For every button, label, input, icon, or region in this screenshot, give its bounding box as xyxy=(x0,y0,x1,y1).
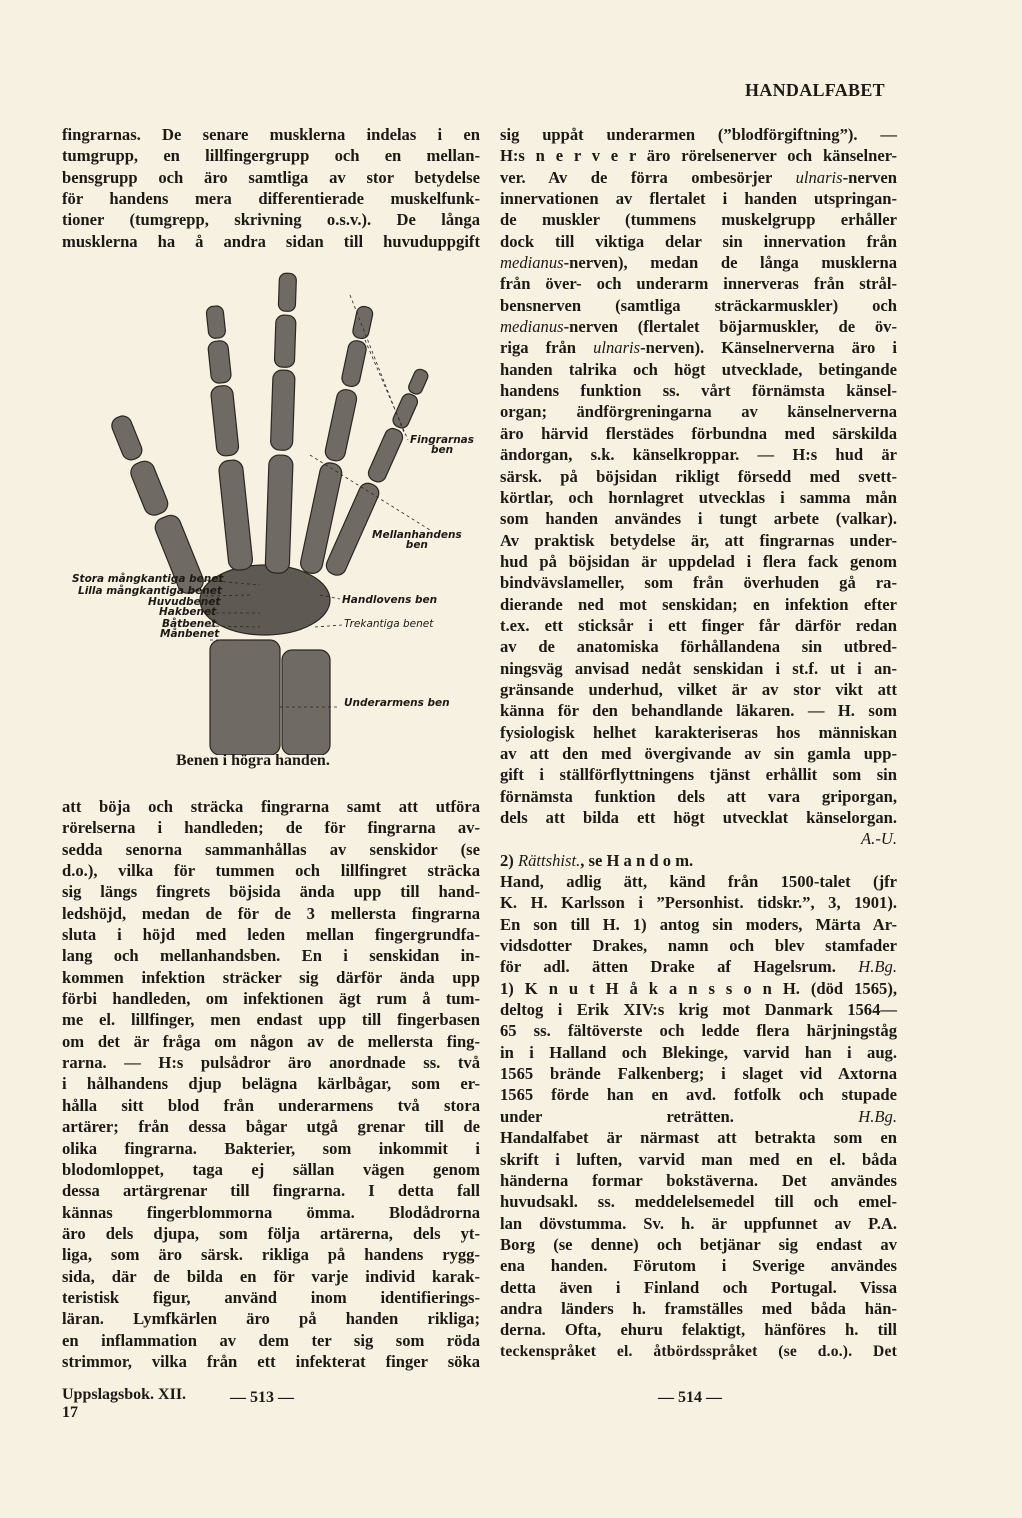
text-segment: , adlig ätt, känd från 1500-talet (jfr xyxy=(539,872,897,892)
text-line xyxy=(62,1287,480,1308)
text-segment: -nerven xyxy=(842,167,897,187)
text-line xyxy=(500,124,897,145)
text-segment: av de anatomiska förhållandena sin utbred- xyxy=(500,637,897,657)
text-line xyxy=(500,935,897,956)
thumb-bones xyxy=(109,410,206,597)
text-segment: blodomloppet, taga ej sällan vägen genom xyxy=(62,1159,480,1179)
text-segment: ena handen. Förutom i Sverige användes xyxy=(500,1256,897,1276)
label-huvudbenet: Huvudbenet xyxy=(148,596,221,608)
text-line xyxy=(500,786,897,807)
label-stora-mangkantiga: Stora mångkantiga benet xyxy=(72,573,224,585)
label-line: ben xyxy=(405,539,428,551)
text-segment: rörelserna i handleden; de för fingrarna av- xyxy=(62,818,480,838)
text-line xyxy=(62,1073,480,1094)
text-line xyxy=(62,1223,480,1244)
text-segment: , se H a n d o m. xyxy=(580,850,694,870)
text-segment: artärer; från dessa bågar utgå grenar till de xyxy=(62,1117,480,1137)
text-segment: fysiologisk helhet karakteriseras hos människan xyxy=(500,722,897,742)
text-segment: hud på böjsidan är uppdelad i flera fack genom xyxy=(500,551,897,571)
text-segment: andra länders h. framställes med båda hän- xyxy=(500,1298,897,1318)
text-segment: H:s n e r v e r äro rörelsenerver och känselner- xyxy=(500,146,897,166)
text-segment: ändorgan, s.k. känselkroppar. — H:s hud är xyxy=(500,445,897,465)
footer-sheet-number: 17 xyxy=(62,1404,78,1421)
text-segment: sida, där de bilda en för varje individ karak- xyxy=(62,1266,480,1286)
hand-skeleton-illustration xyxy=(60,255,480,755)
text-segment: in i Halland och Blekinge, varvid han i aug. xyxy=(500,1042,897,1062)
text-line xyxy=(62,817,480,838)
text-line xyxy=(62,945,480,966)
headword: Hand xyxy=(500,872,540,892)
italic-text: medianus xyxy=(500,317,564,337)
text-line xyxy=(62,167,480,188)
text-line xyxy=(62,860,480,881)
text-line xyxy=(500,188,897,209)
text-line xyxy=(500,466,897,487)
text-segment: handens funktion ss. vårt förnämsta känsel- xyxy=(500,381,897,401)
text-line xyxy=(500,209,897,230)
text-segment: innervationen av flertalet i handen utspringan- xyxy=(500,189,897,209)
text-segment: liga, som äro särsk. rikliga på handens rygg- xyxy=(62,1245,480,1265)
text-line xyxy=(62,1308,480,1329)
text-line xyxy=(62,881,480,902)
text-line xyxy=(62,1052,480,1073)
text-line xyxy=(500,572,897,593)
text-line xyxy=(500,764,897,785)
label-line: Fingrarnas xyxy=(410,434,475,446)
text-line xyxy=(500,252,897,273)
text-segment: som handen användes i tungt arbete (valkar). xyxy=(500,509,897,529)
text-line xyxy=(500,679,897,700)
text-segment: sig längs fingrets böjsida ända upp till hand- xyxy=(62,882,480,902)
text-segment: 2) xyxy=(500,850,518,870)
text-segment: fingrarnas. De senare musklerna indelas i en xyxy=(62,125,480,144)
text-line xyxy=(500,1106,897,1127)
text-segment: ver. Av de förra ombesörjer xyxy=(500,167,796,187)
text-segment: sedda senorna sammanhållas av senskidor (se xyxy=(62,839,480,859)
text-segment: Borg (se denne) och betjänar sig endast av xyxy=(500,1234,897,1254)
text-line xyxy=(500,871,897,892)
text-line xyxy=(500,1042,897,1063)
text-line xyxy=(500,273,897,294)
text-segment: är närmast att betrakta som en xyxy=(588,1128,897,1148)
text-line xyxy=(62,1095,480,1116)
text-segment: Av praktisk betydelse är, att fingrarnas under- xyxy=(500,530,897,550)
text-segment: bensgrupp och äro samtliga av stor betydelse xyxy=(62,167,480,187)
page-number-left: — 513 — xyxy=(230,1389,294,1406)
text-segment: 65 ss. fältöverste och ledde flera härjningståg xyxy=(500,1021,897,1041)
text-segment: för adl. ätten Drake af Hagelsrum. xyxy=(500,957,859,977)
text-line xyxy=(500,530,897,551)
text-segment: i hålhandens djup belägna kärlbågar, som er- xyxy=(62,1074,480,1094)
ulna-bone xyxy=(282,650,330,755)
text-line xyxy=(500,1319,897,1340)
text-line xyxy=(500,1020,897,1041)
text-line xyxy=(500,380,897,401)
text-segment: från över- och underarm innerveras från strål- xyxy=(500,274,897,294)
left-column-bottom-text xyxy=(62,796,480,1372)
text-line xyxy=(500,978,897,999)
text-line xyxy=(62,1116,480,1137)
text-line xyxy=(500,359,897,380)
italic-text: H.Bg. xyxy=(858,1106,897,1126)
text-line xyxy=(62,1031,480,1052)
text-segment: förbi handleden, om infektionen ägt rum å tum- xyxy=(62,989,480,1009)
text-segment: K. H. Karlsson i ”Personhist. tidskr.”, 3, 1901). xyxy=(500,893,897,913)
text-line xyxy=(500,551,897,572)
text-segment: tioner (tumgrepp, skrivning o.s.v.). De långa xyxy=(62,210,480,230)
text-segment: skrift i luften, varvid man med en el. båda xyxy=(500,1149,897,1169)
text-line xyxy=(62,1180,480,1201)
text-segment: sig uppåt underarmen (”blodförgiftning”). — xyxy=(500,125,897,144)
index-finger-bones xyxy=(202,305,254,571)
headword: Handalfabet xyxy=(500,1128,589,1148)
text-segment: -nerven (flertalet böjarmuskler, de öv- xyxy=(563,317,897,337)
text-line xyxy=(500,231,897,252)
text-segment: detta även i Finland och Portugal. Vissa xyxy=(500,1277,897,1297)
text-segment: händerna formar bokstäverna. Det användes xyxy=(500,1170,897,1190)
text-segment: dels att bilda ett högt utvecklat känselorgan. xyxy=(500,808,897,827)
label-manbenet: Månbenet xyxy=(160,628,220,640)
text-segment: lan dövstumma. Sv. h. är uppfunnet av P.A. xyxy=(500,1213,897,1233)
text-line xyxy=(62,967,480,988)
text-line xyxy=(500,401,897,422)
text-segment: under reträtten. xyxy=(500,1106,859,1126)
text-line xyxy=(62,231,480,252)
text-line xyxy=(62,1138,480,1159)
text-line xyxy=(500,1170,897,1191)
text-segment: läran. Lymfkärlen äro på handen rikliga; xyxy=(62,1309,480,1329)
text-segment: känna för den behandlande läkaren. — H. som xyxy=(500,701,897,721)
label-lilla-mangkantiga: Lilla mångkantiga benet xyxy=(78,585,222,597)
text-segment: 1565 brände Falkenberg; i slaget vid Axtorna xyxy=(500,1064,897,1084)
text-line xyxy=(500,892,897,913)
text-line xyxy=(500,444,897,465)
text-segment: bindvävslameller, som från överhuden gå ra- xyxy=(500,573,897,593)
left-column-top-text xyxy=(62,124,480,252)
text-segment: riga från xyxy=(500,338,594,358)
text-line xyxy=(62,839,480,860)
label-line: ben xyxy=(430,444,454,456)
text-line xyxy=(500,700,897,721)
text-line xyxy=(62,1330,480,1351)
text-segment: rarna. — H:s pulsådror äro anordnade ss. två xyxy=(62,1053,480,1073)
text-segment: gränsande underhud, vilket är av stor vikt att xyxy=(500,679,897,699)
text-line xyxy=(500,487,897,508)
text-line xyxy=(500,636,897,657)
text-segment: av att den med övergivande av sin gamla upp- xyxy=(500,743,897,763)
text-line xyxy=(62,988,480,1009)
text-segment: strimmor, vilka från ett infekterat finger söka xyxy=(62,1351,480,1371)
text-line xyxy=(500,1213,897,1234)
footer-book-title: Uppslagsbok. XII. xyxy=(62,1386,187,1403)
text-segment: me el. lillfinger, men endast upp till fingerbasen xyxy=(62,1010,480,1030)
text-line xyxy=(62,1266,480,1287)
text-line xyxy=(500,316,897,337)
text-line xyxy=(62,1244,480,1265)
label-hakbenet: Hakbenet xyxy=(159,606,217,618)
text-segment: sluta i höjd med leden mellan fingergrundfa- xyxy=(62,925,480,945)
text-segment: för handens mera differentierade muskelfunk- xyxy=(62,189,480,209)
text-line xyxy=(500,828,897,849)
text-segment: En son till H. 1) antog sin moders, Märta Ar- xyxy=(500,914,897,934)
text-line xyxy=(500,167,897,188)
text-line xyxy=(500,508,897,529)
text-segment: tumgrupp, en lillfingergrupp och en mellan- xyxy=(62,146,480,166)
text-line xyxy=(500,337,897,358)
text-line xyxy=(500,1341,897,1362)
text-line xyxy=(500,1191,897,1212)
italic-text: medianus xyxy=(500,253,564,273)
text-line xyxy=(500,956,897,977)
italic-text: Rättshist. xyxy=(517,850,581,870)
text-segment: dessa artärgrenar till fingrarna. I detta fall xyxy=(62,1181,480,1201)
middle-finger-bones xyxy=(265,273,299,574)
text-line xyxy=(500,1063,897,1084)
ring-finger-bones xyxy=(299,305,377,576)
text-line xyxy=(62,1202,480,1223)
text-line xyxy=(62,209,480,230)
text-segment: organ; ändförgreningarna av känselnerverna xyxy=(500,402,897,422)
page-number-right: — 514 — xyxy=(658,1389,722,1406)
text-segment: kännas fingerblommorna ömma. Blodådrorna xyxy=(62,1202,480,1222)
text-segment: 1565 förde han en avd. fotfolk och stupade xyxy=(500,1085,897,1105)
text-line xyxy=(62,124,480,145)
text-line xyxy=(500,594,897,615)
text-segment: 1) K n u t H å k a n s s o n H. (död 1565), xyxy=(500,978,897,998)
text-segment: t.ex. ett sticksår i ett finger får därför redan xyxy=(500,615,897,635)
text-segment: lang och mellanhandsben. En i senskidan in- xyxy=(62,946,480,966)
text-segment: gift i ställförflyttningens tjänst erhållit som sin xyxy=(500,765,897,785)
right-column-text xyxy=(500,124,897,1362)
italic-text: ulnaris xyxy=(795,167,843,187)
text-segment: hålla sitt blod från underarmens två stora xyxy=(62,1095,480,1115)
text-line xyxy=(62,1009,480,1030)
text-segment: dock till viktiga delar sin innervation från xyxy=(500,231,897,251)
text-segment: derna. Ofta, ehuru felaktigt, hänföres h. till xyxy=(500,1320,897,1340)
text-segment: vidsdotter Drakes, namn och blev stamfader xyxy=(500,936,897,956)
text-segment: huvudsakl. ss. meddelelsemedel till och emel- xyxy=(500,1192,897,1212)
text-segment: om det är fråga om någon av de mellersta fing- xyxy=(62,1031,480,1051)
text-segment: kommen infektion sträcker sig därför ända upp xyxy=(62,967,480,987)
running-head: HANDALFABET xyxy=(745,80,885,100)
text-segment: musklerna ha å andra sidan till huvuduppgift xyxy=(62,231,480,251)
label-underarmens-ben: Underarmens ben xyxy=(344,697,450,709)
label-trekantiga-benet: Trekantiga benet xyxy=(344,618,434,630)
text-line xyxy=(62,796,480,817)
text-segment: de muskler (tummens muskelgrupp erhåller xyxy=(500,210,897,230)
text-line xyxy=(500,145,897,166)
text-line xyxy=(500,914,897,935)
text-segment: särsk. på böjsidan rikligt försedd med svett- xyxy=(500,466,897,486)
text-segment: att böja och sträcka fingrarna samt att utföra xyxy=(62,797,480,816)
text-segment: äro härvid flerstädes förbundna med särskilda xyxy=(500,423,897,443)
text-line xyxy=(500,423,897,444)
label-line: Mellanhandens xyxy=(372,529,462,541)
text-line xyxy=(500,658,897,679)
text-line xyxy=(500,743,897,764)
label-fingrarnas-ben xyxy=(410,435,474,455)
text-line xyxy=(62,1351,480,1372)
text-line xyxy=(62,903,480,924)
label-mellanhandens-ben xyxy=(372,530,462,550)
text-line xyxy=(500,1234,897,1255)
italic-text: H.Bg. xyxy=(858,957,897,977)
label-handlovens-ben: Handlovens ben xyxy=(342,594,438,606)
text-line xyxy=(62,145,480,166)
text-line xyxy=(500,1255,897,1276)
hand-bones-figure xyxy=(60,255,480,755)
text-line xyxy=(62,1159,480,1180)
italic-text: ulnaris xyxy=(593,338,641,358)
text-segment: teristisk figur, använd inom identifierings- xyxy=(62,1287,480,1307)
text-segment: dierande ned mot senskidan; en infektion efter xyxy=(500,594,897,614)
text-line xyxy=(500,295,897,316)
text-segment: ningsväg anvisad nedåt senskidan i st.f. ut i an- xyxy=(500,658,897,678)
label-batbenet: Båtbenet xyxy=(162,618,217,630)
text-segment: en inflammation av dem ter sig som röda xyxy=(62,1330,480,1350)
text-segment: handen talrika och högt utvecklade, betingande xyxy=(500,359,897,379)
text-segment: teckenspråket el. åtbördsspråket (se d.o.). Det xyxy=(500,1342,897,1360)
text-segment: -nerven), medan de långa musklerna xyxy=(563,253,897,273)
radius-bone xyxy=(210,640,280,755)
text-segment: d.o.), vilka för tummen och lillfingret sträcka xyxy=(62,861,480,881)
text-line xyxy=(500,615,897,636)
text-segment: bensnerven (samtliga sträckarmuskler) och xyxy=(500,295,897,315)
text-segment: ledshöjd, medan de för de 3 mellersta fingrarna xyxy=(62,903,480,923)
text-line xyxy=(500,999,897,1020)
text-line xyxy=(500,807,897,828)
text-segment: -nerven). Känselnerverna äro i xyxy=(640,338,897,358)
italic-text: A.-U. xyxy=(861,829,897,849)
text-segment: äro dels djupa, som följa artärerna, dels yt- xyxy=(62,1223,480,1243)
text-segment: förnämsta funktion dels att vara griporgan, xyxy=(500,786,897,806)
text-line xyxy=(500,1149,897,1170)
text-line xyxy=(500,850,897,871)
text-line xyxy=(500,722,897,743)
text-segment: olika fingrarna. Bakterier, som inkommit i xyxy=(62,1138,480,1158)
text-line xyxy=(500,1277,897,1298)
text-line xyxy=(500,1084,897,1105)
figure-caption: Benen i högra handen. xyxy=(176,752,330,769)
text-segment: körtlar, och hornlagret utvecklas i samma mån xyxy=(500,487,897,507)
text-line xyxy=(500,1127,897,1148)
text-line xyxy=(62,924,480,945)
text-segment: deltog i Erik XIV:s krig mot Danmark 1564— xyxy=(500,1000,897,1020)
text-line xyxy=(500,1298,897,1319)
text-line xyxy=(62,188,480,209)
